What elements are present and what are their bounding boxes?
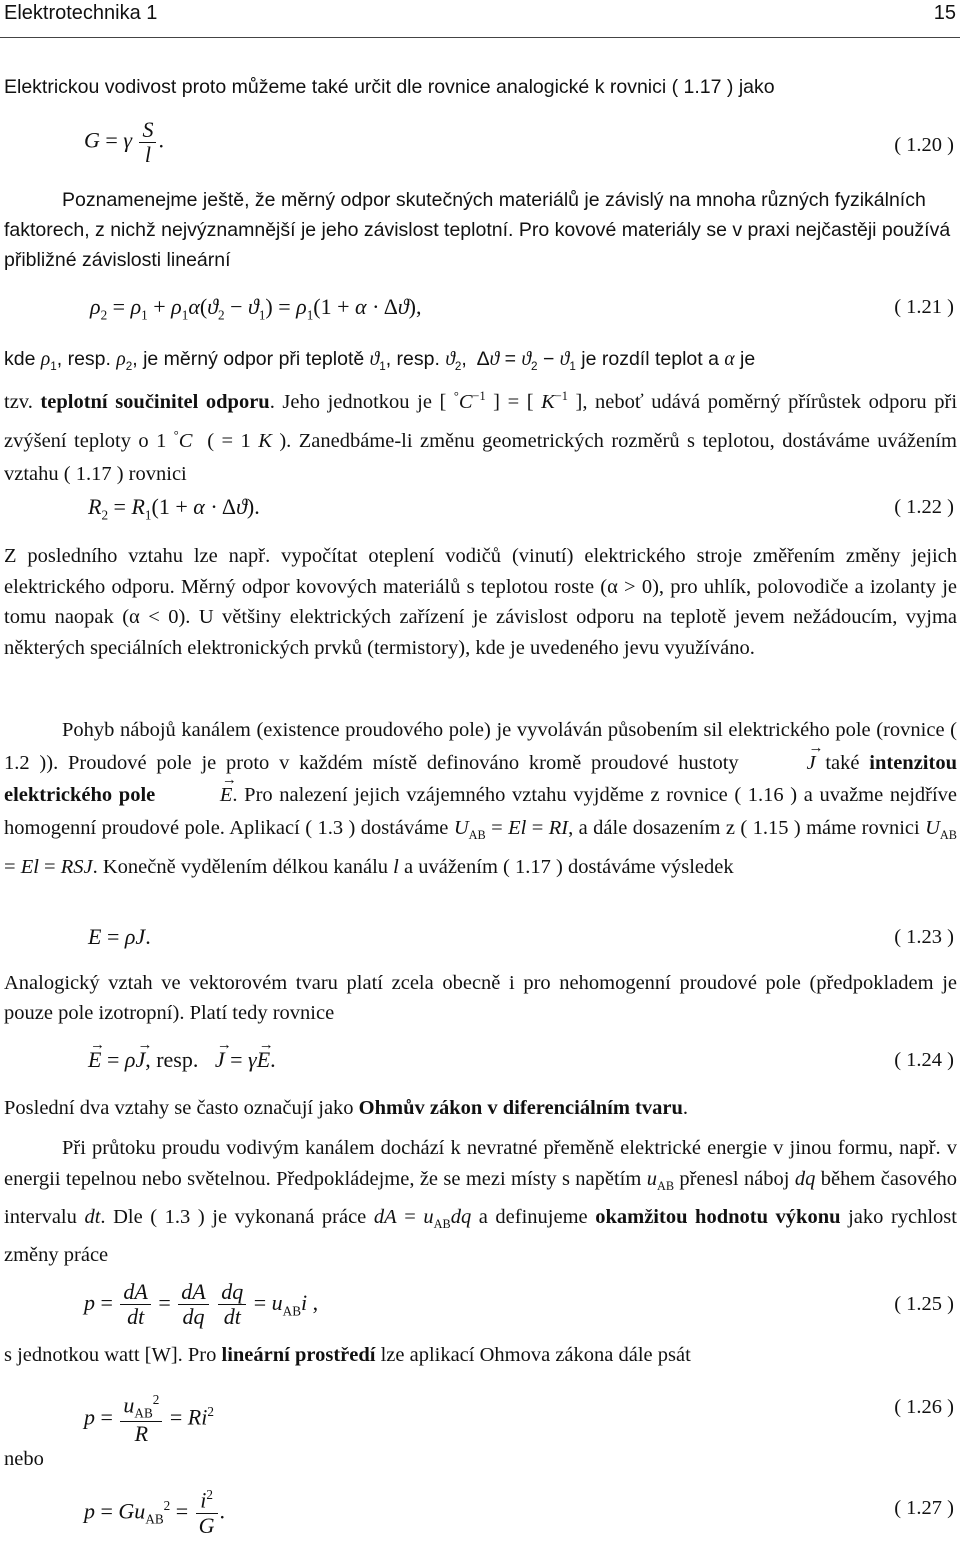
text-je: je [734, 348, 756, 370]
equation-number-1-22: ( 1.22 ) [894, 496, 954, 518]
text-rozdil-teplot: je rozdíl teplot a [575, 348, 725, 370]
header-rule [0, 37, 960, 38]
text-merny-odpor: , je měrný odpor při teplotě [132, 348, 370, 370]
paragraph-applications: Z posledního vztahu lze např. vypočítat oteplení vodičů (vinutí) elektrického stroje změřením změny jejich elektrického odporu. Měrný odpor kovových materiálů s teplotou roste (α > 0), pro uhlík, polovodiče a izolanty je tomu naopak (α < 0). U většiny elektrických zařízení je závislost odporu na teplotě jevem nežádoucím, vyjma některých speciálních elektronických prvků (termistory), kde je uvedeného jevu využíváno. [4, 545, 957, 659]
term-temperature-coefficient: teplotní součinitel odporu [40, 390, 270, 413]
paragraph-symbol-definitions: kde $\rho_1$, resp. $\rho_2$, je měrný odpor při teplotě $ϑ_1$, resp. $ϑ_2$, $\Delta ϑ = ϑ_2 - ϑ_1$ je rozdíl teplot a α je [4, 348, 756, 373]
paragraph-electric-field: Pohyb nábojů kanálem (existence proudového pole) je vyvoláván působením sil elektrického pole (rovnice ( 1.2 )). Proudové pole je proto v každém místě definováno kromě proudové hustoty → J také intenzitou elektrického pole → E. Pro nalezení jejich vzájemného vztahu vyjděme z rovnice ( 1.16 ) a uvažme nejdříve homogenní proudové pole. Aplikací ( 1.3 ) dostáváme $U_{AB} = El$ = RI, a dále dosazením z ( 1.15 ) máme rovnici $U_{AB} = El$ = RSJ. Konečně vydělením délkou kanálu l a uvážením ( 1.17 ) dostáváme výsledek [4, 714, 957, 884]
paragraph-linear-medium: s jednotkou watt [W]. Pro lineární prostředí lze aplikací Ohmova zákona dále psát [4, 1344, 691, 1366]
equation-1-21: $\rho_2 = \rho_1 + \rho_1\alpha(ϑ_2 - ϑ_1) = \rho_1(1 + \alpha \cdot \Delta ϑ)$, [90, 294, 422, 323]
paragraph-conductance-intro: Elektrickou vodivost proto můžeme také určit dle rovnice analogické k rovnici ( 1.17 ) jako [4, 76, 775, 98]
equation-number-1-20: ( 1.20 ) [894, 134, 954, 156]
paragraph-vector-form: Analogický vztah ve vektorovém tvaru platí zcela obecně i pro nehomogenní proudové pole (předpokladem je pouze pole izotropní). Platí tedy rovnice [4, 972, 957, 1024]
paragraph-resistivity-temperature: Poznamenejme ještě, že měrný odpor skutečných materiálů je závislý na mnoha různých fyzikálních faktorech, z nichž nejvýznamnější je jeho závislost teplotní. Pro kovové materiály se v praxi nejčastěji používá přibližné závislosti lineární [4, 189, 951, 271]
equation-number-1-21: ( 1.21 ) [894, 296, 954, 318]
equation-1-23: E = ρJ. [88, 924, 151, 949]
paragraph-power: Při průtoku proudu vodivým kanálem dochází k nevratné přeměně elektrické energie v jinou formu, např. v energii tepelnou nebo světelnou. Předpokládejme, že se mezi místy s napětím $u_{AB}$ přenesl náboj dq během časového intervalu dt. Dle ( 1.3 ) je vykonaná práce dA = $u_{AB}dq$ a definujeme okamžitou hodnotu výkonu jako rychlost změny práce [4, 1137, 957, 1267]
term-instantaneous-power: okamžitou hodnotu výkonu [595, 1206, 841, 1229]
equation-number-1-27: ( 1.27 ) [894, 1497, 954, 1519]
equation-number-1-23: ( 1.23 ) [894, 926, 954, 948]
page-number: 15 [933, 2, 956, 24]
equation-1-27: $p = Gu_{AB}^2$ = $\frac{i^2}{G}$ . [84, 1487, 226, 1538]
equation-number-1-26: ( 1.26 ) [894, 1396, 954, 1418]
page-header [4, 2, 956, 36]
equation-1-22: $R_2 = R_1(1 + \alpha \cdot \Delta ϑ)$. [88, 494, 260, 523]
equation-1-25: p = $\frac{dA}{dt}$ = $\frac{dA}{dq}$ $\frac{dq}{dt}$ = $u_{AB}i$ , [84, 1279, 319, 1330]
text-kde: kde [4, 348, 41, 370]
text-resp-2: , resp. [385, 348, 446, 370]
term-electric-field-intensity: intenzitou elektrického pole [4, 751, 957, 806]
paragraph-nebo: nebo [4, 1448, 44, 1470]
equation-1-26: p = $\frac{u_{AB}^2}{R}$ = $Ri^2$ [84, 1391, 214, 1446]
term-linear-medium: lineární prostředí [221, 1344, 376, 1366]
paragraph-temperature-coefficient: tzv. teplotní součinitel odporu. Jeho jednotkou je [ $^\circ C^{-1}$ ] = [ $K^{-1}$ ], neboť udává poměrný přírůstek odporu při zvýšení teploty o 1 °C ( = 1 K ). Zanedbáme-li změnu geometrických rozměrů s teplotou, dostáváme uvážením vztahu ( 1.17 ) rovnici [4, 389, 958, 485]
paragraph-ohms-law: Poslední dva vztahy se často označují jako Ohmův zákon v diferenciálním tvaru. [4, 1097, 689, 1119]
term-ohms-law-differential: Ohmův zákon v diferenciálním tvaru [358, 1097, 683, 1119]
equation-1-24: → E = ρ→ J, resp. → J = γ→ E. [88, 1038, 276, 1082]
equation-number-1-25: ( 1.25 ) [894, 1293, 954, 1315]
equation-1-20: G = γ $\frac{S}{l}$ . [84, 117, 164, 168]
text-resp-1: , resp. [56, 348, 117, 370]
equation-number-1-24: ( 1.24 ) [894, 1049, 954, 1071]
header-title: Elektrotechnika 1 [4, 2, 158, 24]
